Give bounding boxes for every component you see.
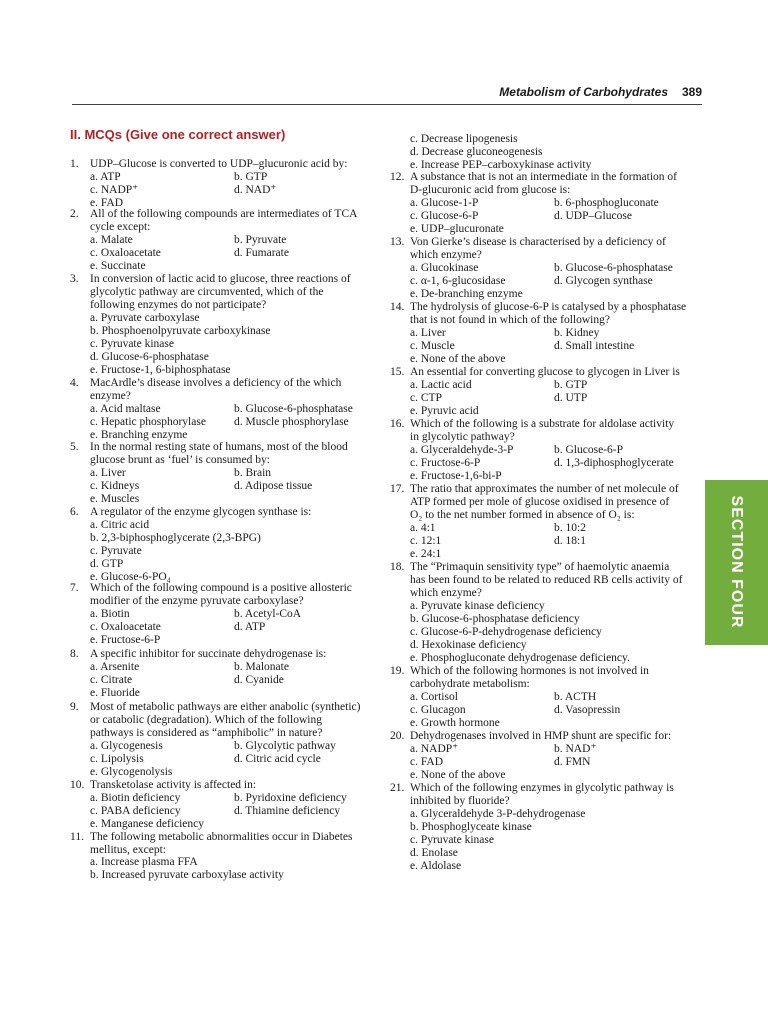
answer-option: d. UDP–Glucose [554,210,632,222]
answer-option: d. 1,3-diphosphoglycerate [554,457,674,469]
question-text: UDP–Glucose is converted to UDP–glucuronic acid by: [90,158,348,170]
answer-option: b. Glucose-6-P [554,444,623,456]
answer-option: e. None of the above [410,769,506,781]
answer-option: d. Glucose-6-phosphatase [90,351,209,363]
answer-option: e. Fructose-1,6-bi-P [410,470,502,482]
question-text: O₂ to the net number formed in absence of O₂ is: [410,509,635,521]
answer-option: c. NADP⁺ [90,184,139,196]
answer-option: b. Glucose-6-phosphatase [234,403,353,415]
answer-option: b. Glucose-6-phosphatase [554,262,673,274]
answer-option: d. FMN [554,756,591,768]
question-text: mellitus, except: [90,844,167,856]
question-text: A substance that is not an intermediate in the formation of [410,171,677,183]
answer-option: e. 24:1 [410,548,442,560]
answer-option: a. Increase plasma FFA [90,856,198,868]
question-text: Transketolase activity is affected in: [90,779,257,791]
answer-option: d. Citric acid cycle [234,753,321,765]
question-number: 16. [390,418,405,430]
answer-option: d. 18:1 [554,535,586,547]
answer-option: a. Liver [410,327,446,339]
question-text: which enzyme? [410,249,482,261]
question-text: An essential for converting glucose to glycogen in Liver is [410,366,680,378]
answer-option: d. UTP [554,392,588,404]
answer-option: c. FAD [410,756,444,768]
section-tab-label: SECTION FOUR [728,495,745,629]
answer-option: d. Fumarate [234,247,289,259]
answer-option: e. Aldolase [410,860,462,872]
answer-option: d. NAD⁺ [234,184,277,196]
answer-option: e. Muscles [90,493,140,505]
answer-option: c. Glucose-6-P-dehydrogenase deficiency [410,626,602,638]
question-text: A regulator of the enzyme glycogen synthase is: [90,506,312,518]
question-text: ATP formed per mole of glucose oxidised in presence of [410,496,670,508]
answer-option: a. Glucose-1-P [410,197,479,209]
answer-option: b. Kidney [554,327,600,339]
question-text: All of the following compounds are intermediates of TCA [90,208,358,220]
question-number: 5. [70,441,79,453]
question-number: 12. [390,171,405,183]
question-number: 1. [70,158,79,170]
question-text: modifier of the enzyme pyruvate carboxylase? [90,595,304,607]
answer-option: e. FAD [90,197,124,209]
question-text: Which of the following is a substrate for aldolase activity [410,418,675,430]
question-text: has been found to be related to reduced RB cells activity of [410,574,683,586]
answer-option: a. Lactic acid [410,379,472,391]
answer-option: b. Increased pyruvate carboxylase activity [90,869,284,881]
answer-option: b. Glucose-6-phosphatase deficiency [410,613,580,625]
section-tab [705,480,768,645]
answer-option: b. 2,3-biphosphoglycerate (2,3-BPG) [90,532,261,544]
running-title: Metabolism of Carbohydrates [499,85,668,99]
question-text: D-glucuronic acid from glucose is: [410,184,571,196]
answer-option: d. Muscle phosphorylase [234,416,349,428]
answer-option: d. Glycogen synthase [554,275,653,287]
answer-option: e. Manganese deficiency [90,818,204,830]
question-number: 4. [70,377,79,389]
answer-option: c. Pyruvate kinase [410,834,494,846]
question-text: inhibited by fluoride? [410,795,510,807]
question-number: 14. [390,301,405,313]
section-heading: II. MCQs (Give one correct answer) [70,127,286,142]
answer-option: c. Fructose-6-P [410,457,481,469]
answer-option: d. ATP [234,621,266,633]
answer-option: b. Malonate [234,661,289,673]
question-number: 18. [390,561,405,573]
answer-option: c. Muscle [410,340,455,352]
answer-option: c. α-1, 6-glucosidase [410,275,506,287]
answer-option: b. Acetyl-CoA [234,608,302,620]
answer-option: b. 10:2 [554,522,586,534]
question-number: 2. [70,208,79,220]
answer-option: d. Adipose tissue [234,480,313,492]
answer-option: e. Fructose-1, 6-biphosphatase [90,364,231,376]
question-text: Which of the following hormones is not involved in [410,665,649,677]
question-text: glucose brunt as ‘fuel’ is consumed by: [90,454,270,466]
answer-option: d. Cyanide [234,674,284,686]
answer-option: e. Phosphogluconate dehydrogenase deficiency. [410,652,630,664]
question-number: 19. [390,665,405,677]
answer-option: b. 6-phosphogluconate [554,197,659,209]
answer-option: e. Pyruvic acid [410,405,479,417]
answer-option: b. GTP [234,171,268,183]
answer-option: b. ACTH [554,691,597,703]
answer-option: c. CTP [410,392,442,404]
answer-option: b. NAD⁺ [554,743,597,755]
answer-option: e. Branching enzyme [90,429,188,441]
question-number: 9. [70,701,79,713]
answer-option: b. Pyruvate [234,234,287,246]
answer-option: c. Decrease lipogenesis [410,133,518,145]
question-text: Von Gierke’s disease is characterised by a deficiency of [410,236,666,248]
answer-option: a. Pyruvate kinase deficiency [410,600,545,612]
question-text: cycle except: [90,221,151,233]
answer-option: e. Fluoride [90,687,140,699]
answer-option: a. 4:1 [410,522,436,534]
answer-option: a. Acid maltase [90,403,161,415]
answer-option: c. PABA deficiency [90,805,181,817]
answer-option: d. Vasopressin [554,704,621,716]
answer-option: c. Citrate [90,674,133,686]
question-text: A specific inhibitor for succinate dehydrogenase is: [90,648,327,660]
question-text: In the normal resting state of humans, most of the blood [90,441,348,453]
answer-option: e. De-branching enzyme [410,288,523,300]
answer-option: b. Phosphoglyceate kinase [410,821,532,833]
answer-option: c. Glucagon [410,704,466,716]
question-text: The following metabolic abnormalities occur in Diabetes [90,831,353,843]
question-number: 17. [390,483,405,495]
answer-option: e. Fructose-6-P [90,634,161,646]
answer-option: a. ATP [90,171,121,183]
answer-option: c. Pyruvate [90,545,142,557]
answer-option: d. Decrease gluconeogenesis [410,146,543,158]
answer-option: c. Kidneys [90,480,140,492]
question-text: The “Primaquin sensitivity type” of haemolytic anaemia [410,561,670,573]
answer-option: a. Arsenite [90,661,140,673]
answer-option: c. Hepatic phosphorylase [90,416,206,428]
answer-option: e. Growth hormone [410,717,500,729]
answer-option: b. Brain [234,467,272,479]
answer-option: b. Pyridoxine deficiency [234,792,347,804]
answer-option: e. None of the above [410,353,506,365]
answer-option: d. Thiamine deficiency [234,805,341,817]
answer-option: a. NADP⁺ [410,743,459,755]
answer-option: a. Biotin [90,608,130,620]
answer-option: a. Citric acid [90,519,150,531]
answer-option: a. Glyceraldehyde 3-P-dehydrogenase [410,808,586,820]
answer-option: e. UDP–glucuronate [410,223,504,235]
question-text: or catabolic (degradation). Which of the following [90,714,322,726]
answer-option: d. Hexokinase deficiency [410,639,527,651]
answer-option: c. Pyruvate kinase [90,338,174,350]
answer-option: a. Glyceraldehyde-3-P [410,444,514,456]
question-text: pathways is considered as “amphibolic” in nature? [90,727,323,739]
answer-option: a. Glucokinase [410,262,479,274]
question-text: The hydrolysis of glucose-6-P is catalysed by a phosphatase [410,301,687,313]
answer-option: c. 12:1 [410,535,442,547]
question-text: that is not found in which of the following? [410,314,610,326]
question-number: 21. [390,782,405,794]
answer-option: d. Small intestine [554,340,635,352]
question-text: in glycolytic pathway? [410,431,515,443]
answer-option: e. Succinate [90,260,146,272]
answer-option: a. Pyruvate carboxylase [90,312,200,324]
question-number: 10. [70,779,85,791]
question-text: Which of the following enzymes in glycolytic pathway is [410,782,674,794]
question-text: carbohydrate metabolism: [410,678,530,690]
answer-option: b. Phosphoenolpyruvate carboxykinase [90,325,271,337]
answer-option: e. Glycogenolysis [90,766,173,778]
answer-option: a. Malate [90,234,133,246]
answer-option: d. GTP [90,558,124,570]
question-number: 6. [70,506,79,518]
answer-option: a. Liver [90,467,126,479]
question-text: The ratio that approximates the number of net molecule of [410,483,679,495]
question-text: Which of the following compound is a positive allosteric [90,582,352,594]
question-number: 15. [390,366,405,378]
question-text: glycolytic pathway are circumvented, which of the [90,286,324,298]
question-text: MacArdle’s disease involves a deficiency of the which [90,377,342,389]
answer-option: a. Glycogenesis [90,740,163,752]
question-number: 13. [390,236,405,248]
answer-option: b. GTP [554,379,588,391]
question-text: Dehydrogenases involved in HMP shunt are specific for: [410,730,672,742]
answer-option: e. Increase PEP–carboxykinase activity [410,159,592,171]
answer-option: c. Glucose-6-P [410,210,479,222]
question-text: Most of metabolic pathways are either anabolic (synthetic) [90,701,361,713]
question-text: In conversion of lactic acid to glucose, three reactions of [90,273,351,285]
question-number: 20. [390,730,405,742]
answer-option: a. Biotin deficiency [90,792,181,804]
question-text: following enzymes do not participate? [90,299,267,311]
answer-option: d. Enolase [410,847,458,859]
question-number: 8. [70,648,79,660]
answer-option: a. Cortisol [410,691,458,703]
answer-option: c. Oxaloacetate [90,621,161,633]
answer-option: c. Lipolysis [90,753,144,765]
question-number: 7. [70,582,79,594]
question-number: 11. [70,831,84,843]
answer-option: c. Oxaloacetate [90,247,161,259]
question-text: which enzyme? [410,587,482,599]
answer-option: b. Glycolytic pathway [234,740,336,752]
question-text: enzyme? [90,390,131,402]
question-number: 3. [70,273,79,285]
answer-option: e. Glucose-6-PO₄ [90,571,171,583]
page-number: 389 [681,85,702,99]
